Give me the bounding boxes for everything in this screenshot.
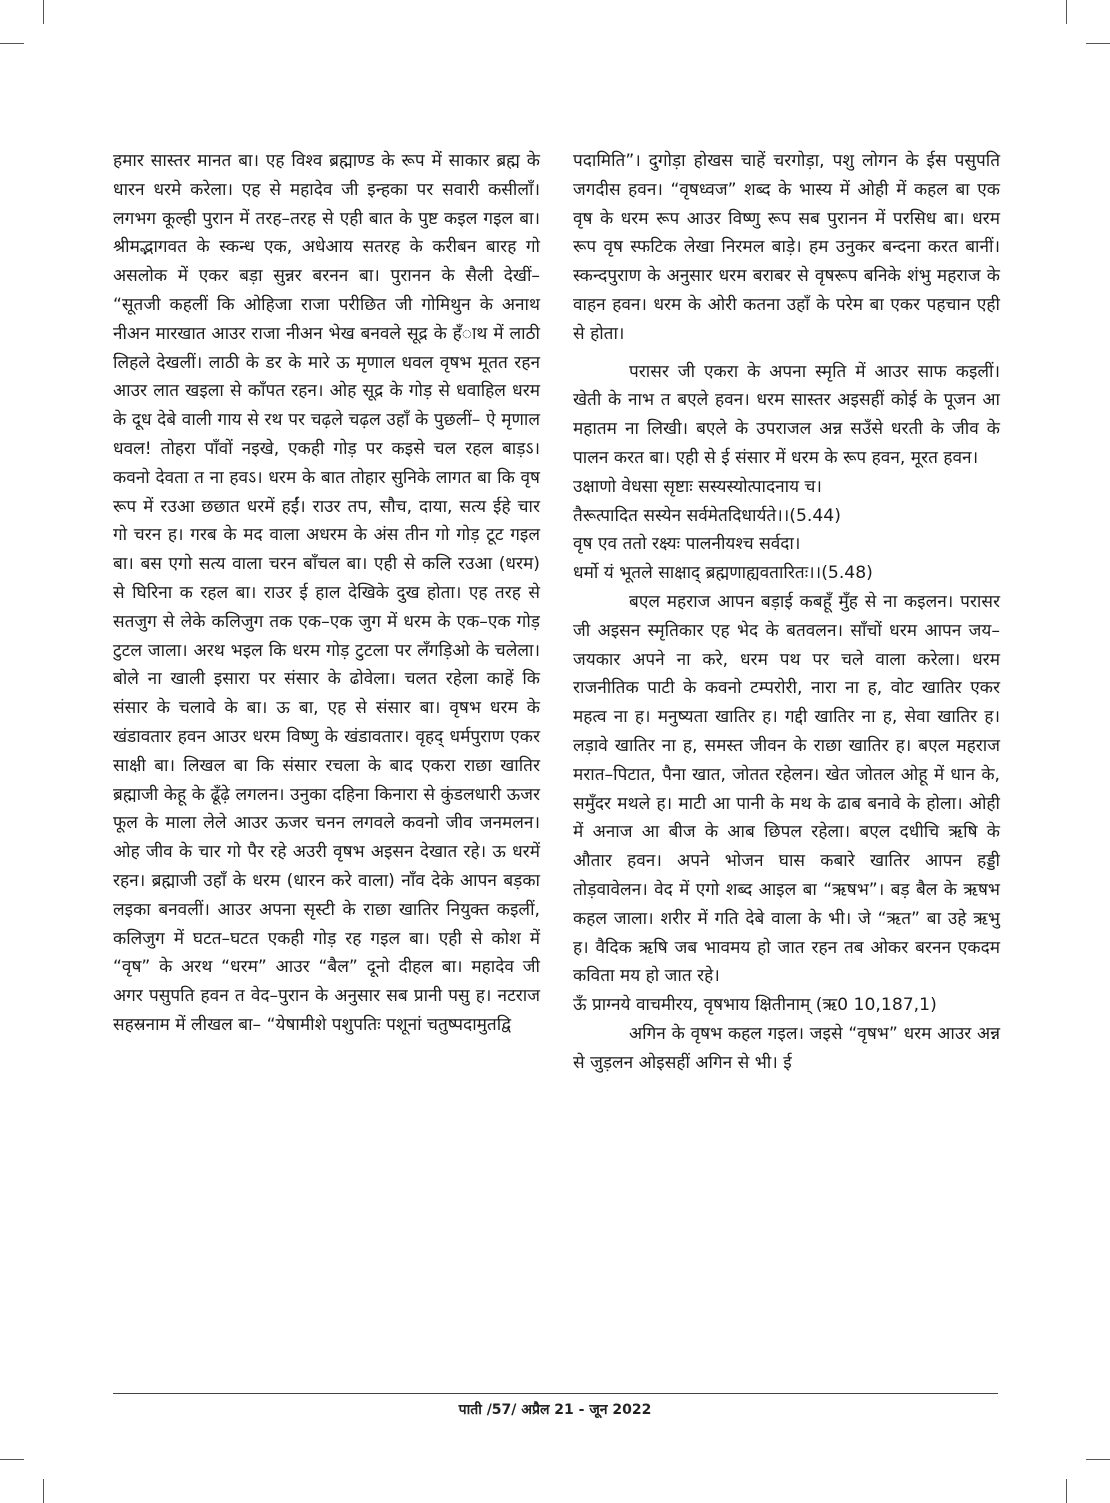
crop-mark-top-left-h: [0, 43, 24, 44]
sanskrit-verse-line-3: वृष एव ततो रक्ष्यः पालनीयश्च सर्वदा।: [573, 534, 801, 555]
left-paragraph-1: हमार सास्तर मानत बा। एह विश्व ब्रह्माण्ड के रूप में साकार ब्रह्म के धारन धरमे करेला। एह से महादेव जी इन्हका पर सवारी कसीलाँ। लगभग कूल्ही पुरान में तरह–तरह से एही बात के पुष्ट कइल गइल बा। श्रीमद्भागवत के स्कन्ध एक, अधेआय सतरह के करीबन बारह गो असलोक में एकर बड़ा सुन्नर बरनन बा। पुरानन के सैली देखीं– “सूतजी कहलीं कि ओहिजा राजा परीछित जी गोमिथुन के अनाथ नीअन मारखात आउर राजा नीअन भेख बनवले सूद्र के हँाथ में लाठी लिहले देखलीं। लाठी के डर के मारे ऊ मृणाल धवल वृषभ मूतत रहन आउर लात खइला से काँपत रहन। ओह सूद्र के गोड़ से धवाहिल धरम के दूध देबे वाली गाय से रथ पर चढ़ले चढ़ल उहाँ के पुछलीं– ऐ मृणाल धवल! तोहरा पाँवों नइखे, एकही गोड़ पर कइसे चल रहल बाड़ऽ। कवनो देवता त ना हवऽ। धरम के बात तोहार सुनिके लागत बा कि वृष रूप में रउआ छछात धरमें हईं। राउर तप, सौच, दाया, सत्य ईहे चार गो चरन ह। गरब के मद वाला अधरम के अंस तीन गो गोड़ टूट गइल बा। बस एगो सत्य वाला चरन बाँचल बा। एही से कलि रउआ (धरम) से घिरिना क रहल बा। राउर ई हाल देखिके दुख होता। एह तरह से सतजुग से लेके कलिजुग तक एक–एक जुग में धरम के एक–एक गोड़ टुटल जाला। अरथ भइल कि धरम गोड़ टुटला पर लँगड़िओ के चलेला। बोले ना खाली इसारा पर संसार के ढोवेला। चलत रहेला काहें कि संसार के चलावे के बा। ऊ बा, एह से संसार बा। वृषभ धरम के खंडावतार हवन आउर धरम विष्णु के खंडावतार। वृहद् धर्मपुराण एकर साक्षी बा। लिखल बा कि संसार रचला के बाद एकरा राछा खातिर ब्रह्माजी केहू के ढूँढ़े लगलन। उनुका दहिना किनारा से कुंडलधारी ऊजर फूल के माला लेले आउर ऊजर चनन लगवले कवनो जीव जनमलन। ओह जीव के चार गो पैर रहे अउरी वृषभ अइसन देखात रहे। ऊ धरमें रहन। ब्रह्माजी उहाँ के धरम (धारन करे वाला) नाँव देके आपन बड़का लइका बनवलीं। आउर अपना सृस्टी के राछा खातिर नियुक्त कइलीं, कलिजुग में घटत–घटत एकही गोड़ रह गइल बा। एही से कोश में “वृष” के अरथ “धरम” आउर “बैल” दूनो दीहल बा। महादेव जी अगर पसुपति हवन त वेद–पुरान के अनुसार सब प्रानी पसु ह। नटराज सहस्रनाम में लीखल बा– “येषामीशे पशुपतिः पशूनां चतुष्पदामुतद्वि: [113, 151, 540, 1035]
crop-mark-top-left-v: [43, 0, 44, 24]
right-column: [573, 147, 1000, 1078]
crop-mark-bottom-right-v: [1066, 1479, 1067, 1503]
sanskrit-verse-line-4: धर्मो यं भूतले साक्षाद् ब्रह्मणाह्यवतारितः।।(5.48): [573, 563, 873, 584]
left-column: [113, 147, 540, 1040]
crop-mark-top-right-h: [1086, 43, 1110, 44]
right-paragraph-4: अगिन के वृषभ कहल गइल। जइसे “वृषभ” धरम आउर अन्न से जुड़लन ओइसहीं अगिन से भी। ई: [573, 1023, 1000, 1073]
page-footer: पाती /57/ अप्रैल 21 - जून 2022: [458, 1402, 652, 1418]
right-paragraph-2: परासर जी एकरा के अपना स्मृति में आउर साफ कइलीं। खेती के नाभ त बएले हवन। धरम सास्तर अइसहीं कोई के पूजन आ महातम ना लिखी। बएले के उपराजल अन्न सउँसे धरती के जीव के पालन करत बा। एही से ई संसार में धरम के रूप हवन, मूरत हवन।: [573, 361, 1000, 468]
crop-mark-bottom-left-v: [43, 1479, 44, 1503]
crop-mark-bottom-right-h: [1086, 1459, 1110, 1460]
sanskrit-verse-line-2: तैरूत्पादित सस्येन सर्वमेतदिधार्यते।।(5.44): [573, 505, 841, 526]
crop-mark-top-right-v: [1066, 0, 1067, 24]
right-paragraph-3: बएल महराज आपन बड़ाई कबहूँ मुँह से ना कइलन। परासर जी अइसन स्मृतिकार एह भेद के बतवलन। साँचों धरम आपन जय–जयकार अपने ना करे, धरम पथ पर चले वाला करेला। धरम राजनीतिक पाटी के कवनो टम्परोरी, नारा ना ह, वोट खातिर एकर महत्व ना ह। मनुष्यता खातिर ह। गद्दी खातिर ना ह, सेवा खातिर ह। लड़ावे खातिर ना ह, समस्त जीवन के राछा खातिर ह। बएल महराज मरात–पिटात, पैना खात, जोतत रहेलन। खेत जोतल ओहू में धान के, समुँदर मथले ह। माटी आ पानी के मथ के ढाब बनावे के होला। ओही में अनाज आ बीज के आब छिपल रहेला। बएल दधीचि ऋषि के औतार हवन। अपने भोजन घास कबारे खातिर आपन हड्डी तोड़वावेलन। वेद में एगो शब्द आइल बा “ऋषभ”। बड़ बैल के ऋषभ कहल जाला। शरीर में गति देबे वाला के भी। जे “ऋत” बा उहे ऋभु ह। वैदिक ऋषि जब भावमय हो जात रहन तब ओकर बरनन एकदम कविता मय हो जात रहे।: [573, 591, 1000, 987]
sanskrit-verse-line-1: उक्षाणो वेधसा सृष्टाः सस्यस्योत्पादनाय च।: [573, 476, 822, 497]
footer-divider: [113, 1393, 998, 1394]
crop-mark-bottom-left-h: [0, 1459, 24, 1460]
right-paragraph-1: पदामिति”। दुगोड़ा होखस चाहें चरगोड़ा, पशु लोगन के ईस पसुपति जगदीस हवन। “वृषध्वज” शब्द के भास्य में ओही में कहल बा एक वृष के धरम रूप आउर विष्णु रूप सब पुरानन में परसिध बा। धरम रूप वृष स्फटिक लेखा निरमल बाड़े। हम उनुकर बन्दना करत बानीं। स्कन्दपुराण के अनुसार धरम बराबर से वृषरूप बनिके शंभु महराज के वाहन हवन। धरम के ओरी कतना उहाँ के परेम बा एकर पहचान एही से होता।: [573, 151, 1000, 344]
vedic-verse-line: ऊँ प्राग्नये वाचमीरय, वृषभाय क्षितीनाम् (ऋ0 10,187,1): [573, 995, 937, 1016]
